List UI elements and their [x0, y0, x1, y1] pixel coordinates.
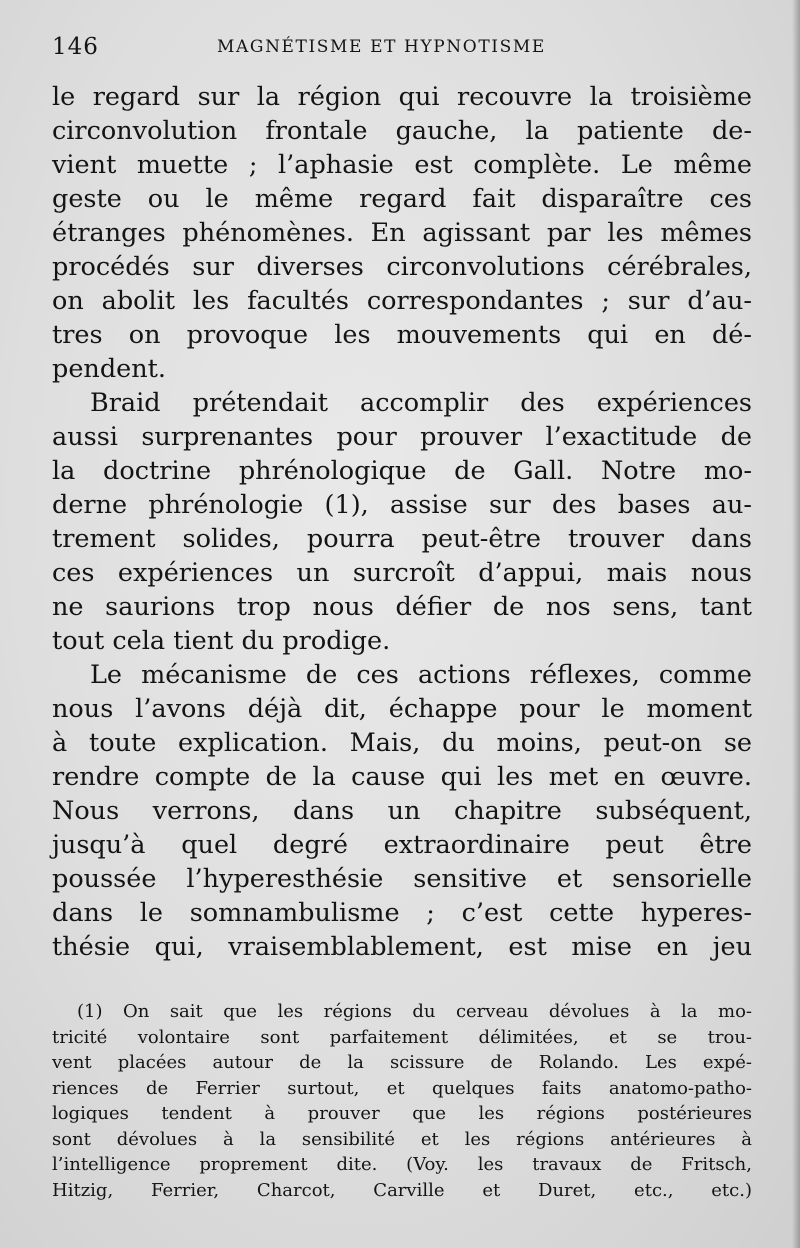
text-line: poussée l’hyperesthésie sensitive et sensorielle [52, 864, 752, 894]
text-line: nous l’avons déjà dit, échappe pour le moment [52, 694, 752, 724]
paragraph-3 [52, 658, 752, 964]
text-line: aussi surprenantes pour prouver l’exactitude de [52, 422, 752, 452]
text-line: on abolit les facultés correspondantes ; sur d’au- [52, 286, 752, 316]
text-line: tres on provoque les mouvements qui en dé- [52, 320, 752, 350]
footnote-line: logiques tendent à prouver que les régions postérieures [52, 1103, 752, 1124]
running-title: MAGNÉTISME ET HYPNOTISME [217, 37, 546, 57]
paragraph-2 [52, 386, 752, 658]
footnote-line: sont dévolues à la sensibilité et les régions antérieures à [52, 1128, 752, 1150]
text-line: derne phrénologie (1), assise sur des bases au- [52, 490, 752, 520]
text-line: tout cela tient du prodige. [52, 626, 391, 656]
text-line: geste ou le même regard fait disparaître ces [52, 184, 752, 214]
footnote-line: riences de Ferrier surtout, et quelques faits anatomo-patho- [52, 1077, 752, 1099]
page-edge-shadow [792, 0, 800, 1248]
footnote-line: (1) On sait que les régions du cerveau dévolues à la mo- [77, 1001, 752, 1022]
text-line: le regard sur la région qui recouvre la troisième [52, 82, 752, 112]
footnote-line: Hitzig, Ferrier, Charcot, Carville et Duret, etc., etc.) [52, 1179, 752, 1201]
text-line: procédés sur diverses circonvolutions cérébrales, [52, 252, 752, 282]
footnote-line: tricité volontaire sont parfaitement délimitées, et se trou- [52, 1026, 752, 1048]
footnote [52, 999, 752, 1203]
text-line: étranges phénomènes. En agissant par les mêmes [52, 218, 752, 248]
footnote-line: l’intelligence proprement dite. (Voy. les travaux de Fritsch, [52, 1154, 752, 1175]
text-line: Le mécanisme de ces actions réflexes, comme [90, 660, 752, 690]
text-line: vient muette ; l’aphasie est complète. Le même [52, 150, 752, 180]
text-line: Nous verrons, dans un chapitre subséquent, [52, 796, 752, 826]
text-line: ces expériences un surcroît d’appui, mais nous [52, 558, 752, 588]
text-line: ne saurions trop nous défier de nos sens, tant [52, 592, 752, 622]
page-header [52, 34, 752, 64]
text-line: thésie qui, vraisemblablement, est mise en jeu [52, 932, 752, 962]
page-number: 146 [52, 34, 99, 60]
text-line: jusqu’à quel degré extraordinaire peut être [52, 830, 752, 860]
text-line: dans le somnambulisme ; c’est cette hyperes- [52, 898, 752, 928]
paragraph-1 [52, 80, 752, 386]
text-line: trement solides, pourra peut-être trouver dans [52, 524, 752, 554]
text-line: rendre compte de la cause qui les met en œuvre. [52, 762, 752, 792]
text-line: à toute explication. Mais, du moins, peut-on se [52, 728, 752, 758]
text-line: circonvolution frontale gauche, la patiente de- [52, 116, 752, 146]
text-line: pendent. [52, 354, 167, 384]
text-line: Braid prétendait accomplir des expériences [90, 388, 752, 418]
text-line: la doctrine phrénologique de Gall. Notre mo- [52, 456, 752, 486]
footnote-line: vent placées autour de la scissure de Rolando. Les expé- [52, 1052, 752, 1073]
body-text [52, 80, 752, 964]
